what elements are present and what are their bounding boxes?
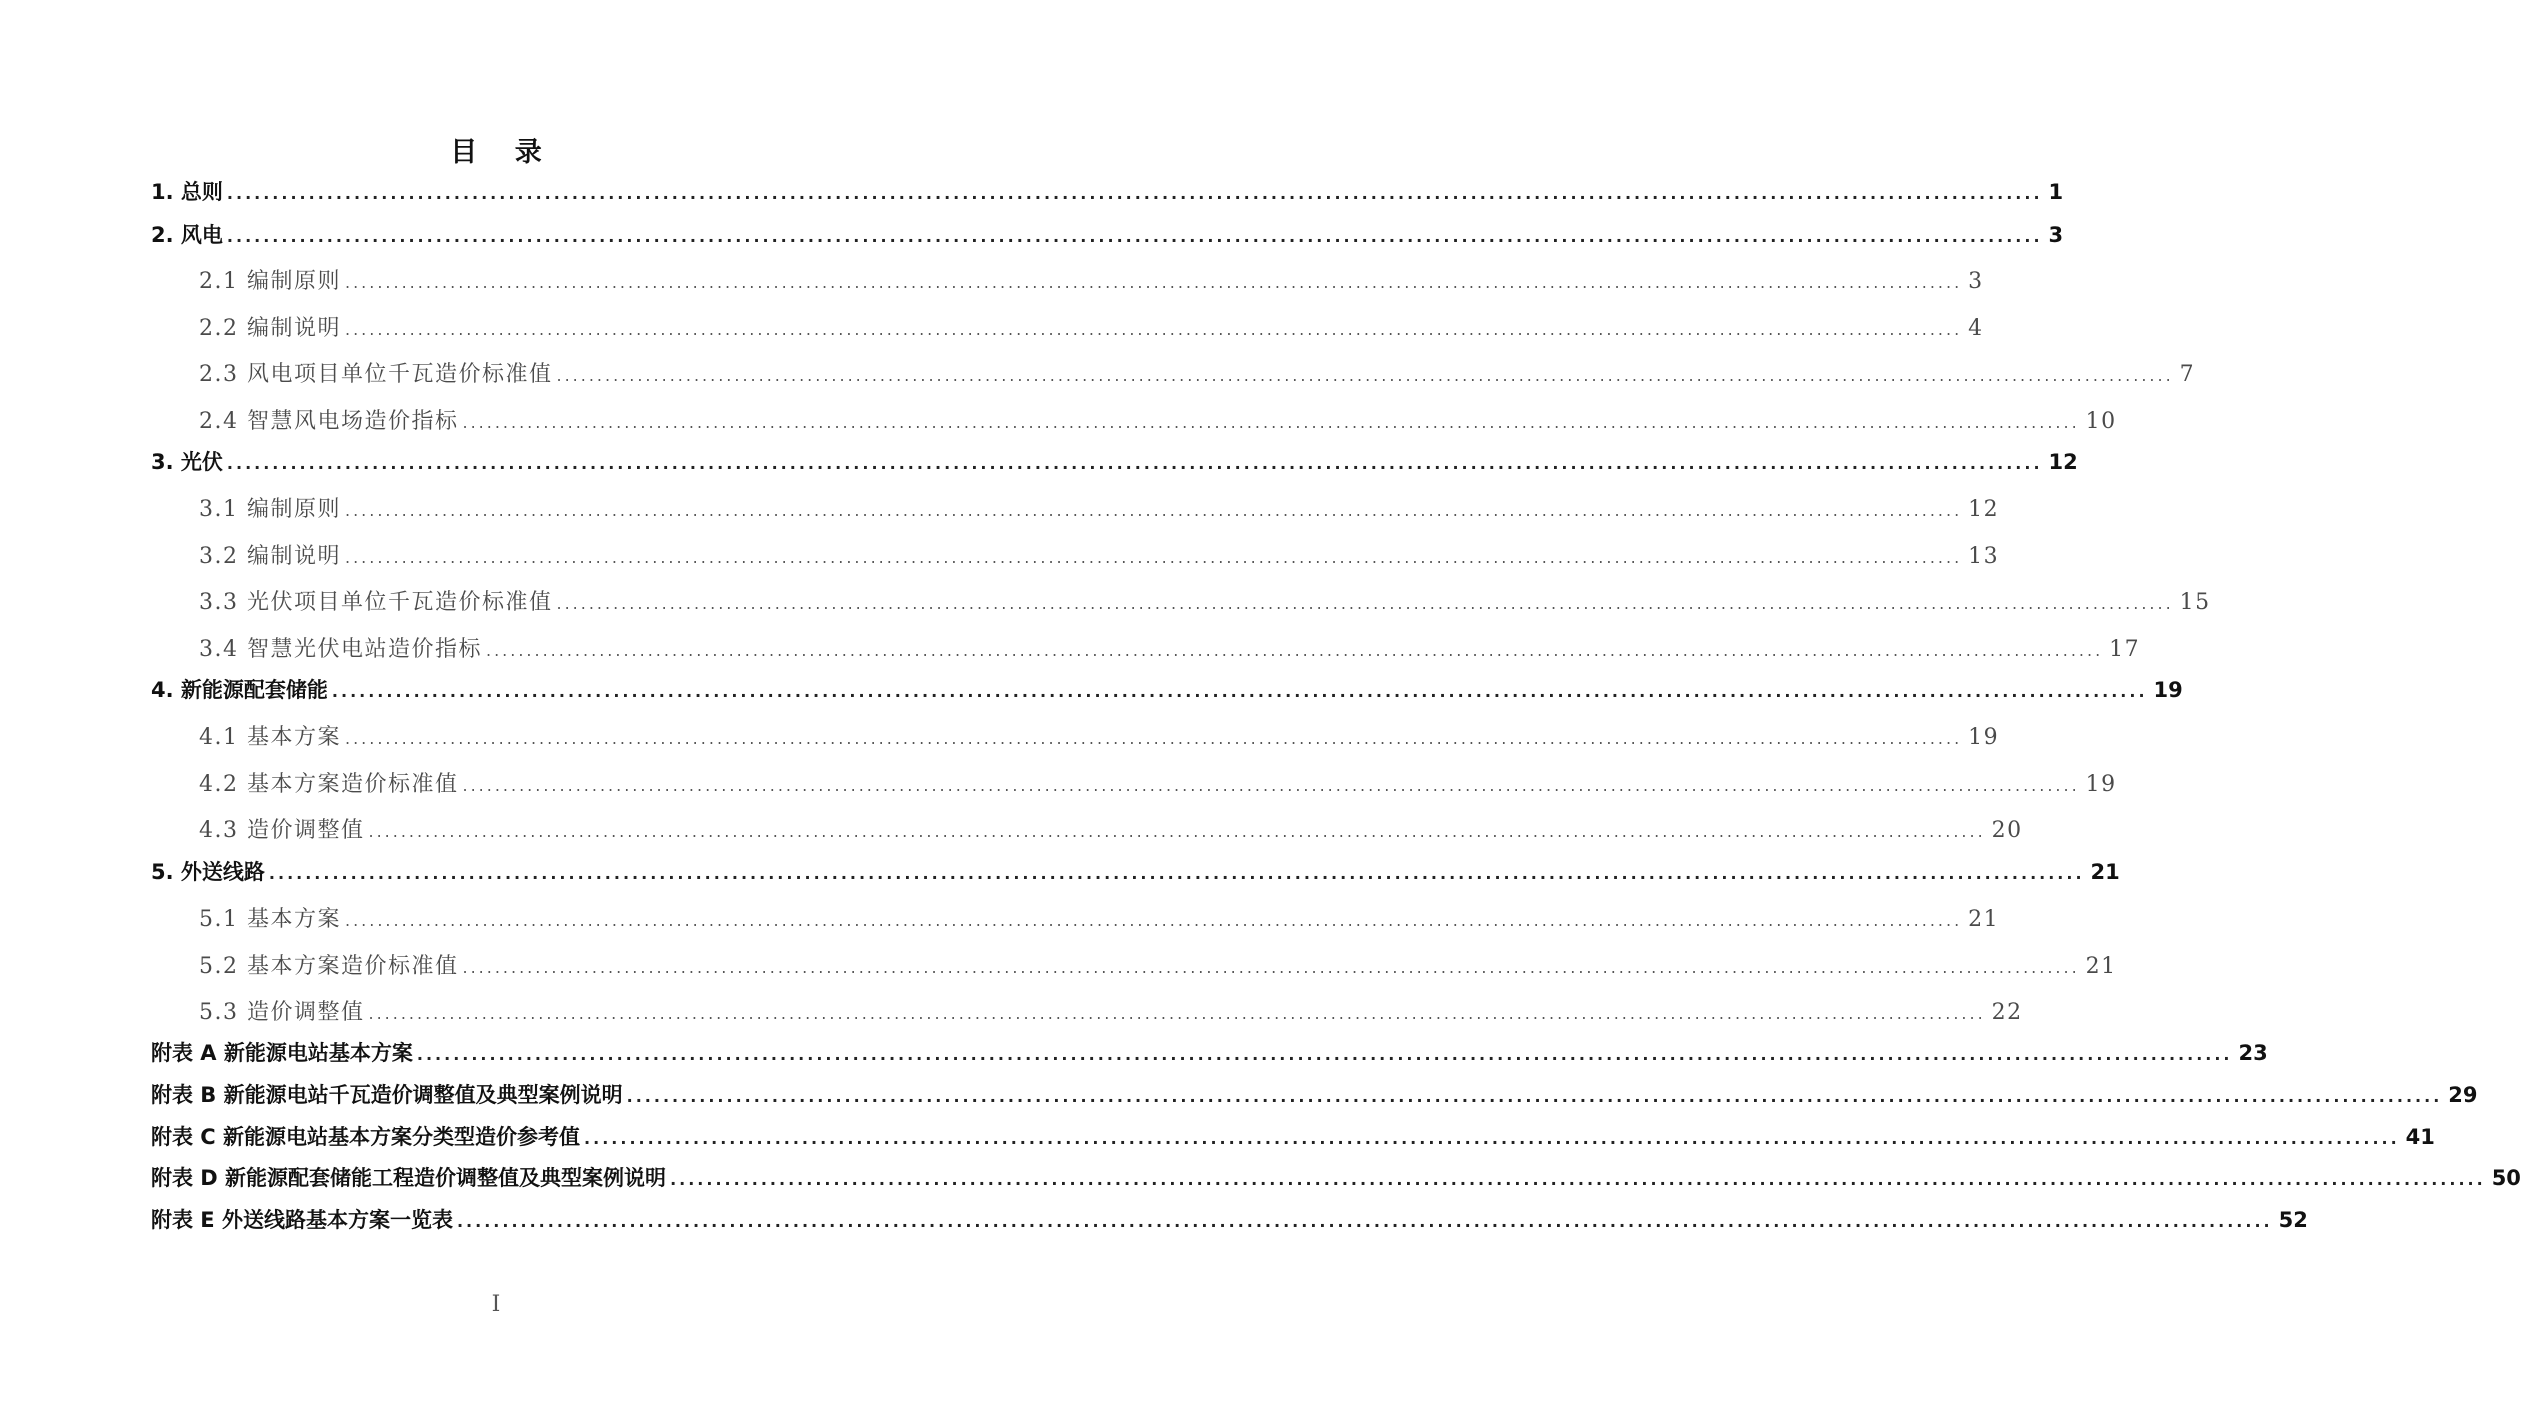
toc-entry-page: 41: [2405, 1125, 2435, 1149]
toc-entry-page: 21: [1968, 907, 2000, 932]
toc-entry[interactable]: [151, 176, 2064, 210]
toc-dot-leader: ........................................................................................................................................................................................................: [462, 958, 2080, 977]
toc-entry[interactable]: [151, 1121, 2435, 1155]
toc-entry-label: 2.2 编制说明: [199, 316, 341, 341]
toc-subentry[interactable]: [199, 492, 2000, 526]
toc-dot-leader: ........................................................................................................................................................................................................: [485, 641, 2104, 660]
toc-entry-page: 29: [2448, 1083, 2478, 1107]
toc-dot-leader: ........................................................................................................................................................................................................: [344, 273, 1963, 292]
toc-subentry[interactable]: [199, 585, 2211, 619]
toc-entry[interactable]: [151, 446, 2078, 480]
toc-dot-leader: ........................................................................................................................................................................................................: [344, 320, 1963, 339]
toc-dot-leader: ........................................................................................................................................................................................................: [226, 454, 2043, 473]
toc-dot-leader: ........................................................................................................................................................................................................: [626, 1087, 2443, 1106]
toc-entry-label: 3.1 编制原则: [199, 497, 341, 522]
toc-entry-label: 3. 光伏: [151, 450, 223, 474]
toc-subentry[interactable]: [199, 311, 1984, 345]
toc-entry-page: 3: [1968, 269, 1984, 294]
toc-entry-label: 4. 新能源配套储能: [151, 678, 328, 702]
toc-entry-label: 附表 D 新能源配套储能工程造价调整值及典型案例说明: [151, 1166, 667, 1190]
toc-entry[interactable]: [151, 1162, 2521, 1196]
toc-entry-label: 3.4 智慧光伏电站造价指标: [199, 637, 482, 662]
toc-entry-page: 10: [2085, 409, 2117, 434]
toc-entry-page: 21: [2090, 860, 2120, 884]
toc-entry-page: 19: [1968, 725, 2000, 750]
toc-entry[interactable]: [151, 856, 2120, 890]
toc-dot-leader: ........................................................................................................................................................................................................: [456, 1212, 2273, 1231]
toc-entry-page: 7: [2179, 362, 2196, 387]
toc-entry-page: 19: [2153, 678, 2183, 702]
toc-entry-label: 2. 风电: [151, 223, 223, 247]
toc-entry-page: 21: [2085, 954, 2117, 979]
toc-entry-label: 附表 C 新能源电站基本方案分类型造价参考值: [151, 1125, 581, 1149]
toc-subentry[interactable]: [199, 813, 2023, 847]
toc-subentry[interactable]: [199, 902, 2000, 936]
toc-entry-label: 附表 A 新能源电站基本方案: [151, 1041, 413, 1065]
toc-entry-label: 附表 B 新能源电站千瓦造价调整值及典型案例说明: [151, 1083, 623, 1107]
toc-entry-label: 2.4 智慧风电场造价指标: [199, 409, 459, 434]
toc-dot-leader: ........................................................................................................................................................................................................: [344, 501, 1963, 520]
toc-dot-leader: ........................................................................................................................................................................................................: [462, 413, 2080, 432]
toc-dot-leader: ........................................................................................................................................................................................................: [344, 729, 1963, 748]
toc-entry-label: 附表 E 外送线路基本方案一览表: [151, 1208, 453, 1232]
toc-entry-page: 17: [2109, 637, 2141, 662]
toc-entry-page: 50: [2491, 1166, 2521, 1190]
toc-entry-page: 4: [1968, 316, 1984, 341]
toc-dot-leader: ........................................................................................................................................................................................................: [416, 1045, 2233, 1064]
toc-entry-label: 4.2 基本方案造价标准值: [199, 772, 459, 797]
toc-entry-page: 52: [2278, 1208, 2308, 1232]
toc-subentry[interactable]: [199, 264, 1984, 298]
toc-entry-page: 3: [2048, 223, 2064, 247]
toc-dot-leader: ........................................................................................................................................................................................................: [331, 682, 2148, 701]
toc-entry-page: 13: [1968, 544, 2000, 569]
toc-dot-leader: ........................................................................................................................................................................................................: [556, 594, 2174, 613]
toc-entry[interactable]: [151, 219, 2064, 253]
toc-entry[interactable]: [151, 1204, 2308, 1238]
toc-entry-label: 5. 外送线路: [151, 860, 265, 884]
toc-entry-page: 15: [2179, 590, 2211, 615]
toc-subentry[interactable]: [199, 539, 2000, 573]
toc-subentry[interactable]: [199, 357, 2196, 391]
toc-dot-leader: ........................................................................................................................................................................................................: [584, 1129, 2400, 1148]
toc-subentry[interactable]: [199, 404, 2117, 438]
page-title: 目 录: [450, 137, 556, 168]
toc-entry-label: 4.3 造价调整值: [199, 818, 365, 843]
toc-entry-label: 2.1 编制原则: [199, 269, 341, 294]
toc-entry-page: 12: [2048, 450, 2078, 474]
toc-dot-leader: ........................................................................................................................................................................................................: [226, 184, 2043, 203]
toc-subentry[interactable]: [199, 949, 2117, 983]
toc-dot-leader: ........................................................................................................................................................................................................: [368, 822, 1986, 841]
toc-dot-leader: ........................................................................................................................................................................................................: [368, 1004, 1986, 1023]
toc-subentry[interactable]: [199, 720, 2000, 754]
toc-dot-leader: ........................................................................................................................................................................................................: [462, 776, 2080, 795]
toc-entry[interactable]: [151, 1037, 2268, 1071]
toc-entry-page: 20: [1991, 818, 2023, 843]
toc-dot-leader: ........................................................................................................................................................................................................: [670, 1170, 2486, 1189]
toc-entry-label: 2.3 风电项目单位千瓦造价标准值: [199, 362, 553, 387]
toc-entry[interactable]: [151, 674, 2183, 708]
toc-entry-page: 23: [2238, 1041, 2268, 1065]
toc-dot-leader: ........................................................................................................................................................................................................: [556, 366, 2174, 385]
toc-entry-page: 1: [2048, 180, 2064, 204]
toc-dot-leader: ........................................................................................................................................................................................................: [344, 548, 1963, 567]
toc-subentry[interactable]: [199, 632, 2141, 666]
toc-entry-page: 22: [1991, 1000, 2023, 1025]
toc-subentry[interactable]: [199, 767, 2117, 801]
toc-entry-label: 3.3 光伏项目单位千瓦造价标准值: [199, 590, 553, 615]
toc-entry-label: 5.2 基本方案造价标准值: [199, 954, 459, 979]
toc-entry[interactable]: [151, 1079, 2478, 1113]
toc-entry-label: 1. 总则: [151, 180, 223, 204]
toc-entry-label: 5.3 造价调整值: [199, 1000, 365, 1025]
toc-entry-page: 19: [2085, 772, 2117, 797]
toc-dot-leader: ........................................................................................................................................................................................................: [268, 864, 2085, 883]
toc-dot-leader: ........................................................................................................................................................................................................: [344, 911, 1963, 930]
toc-entry-page: 12: [1968, 497, 2000, 522]
toc-subentry[interactable]: [199, 995, 2023, 1029]
toc-entry-label: 4.1 基本方案: [199, 725, 341, 750]
toc-entry-label: 3.2 编制说明: [199, 544, 341, 569]
toc-entry-label: 5.1 基本方案: [199, 907, 341, 932]
toc-dot-leader: ........................................................................................................................................................................................................: [226, 227, 2043, 246]
page-number: I: [491, 1292, 501, 1317]
